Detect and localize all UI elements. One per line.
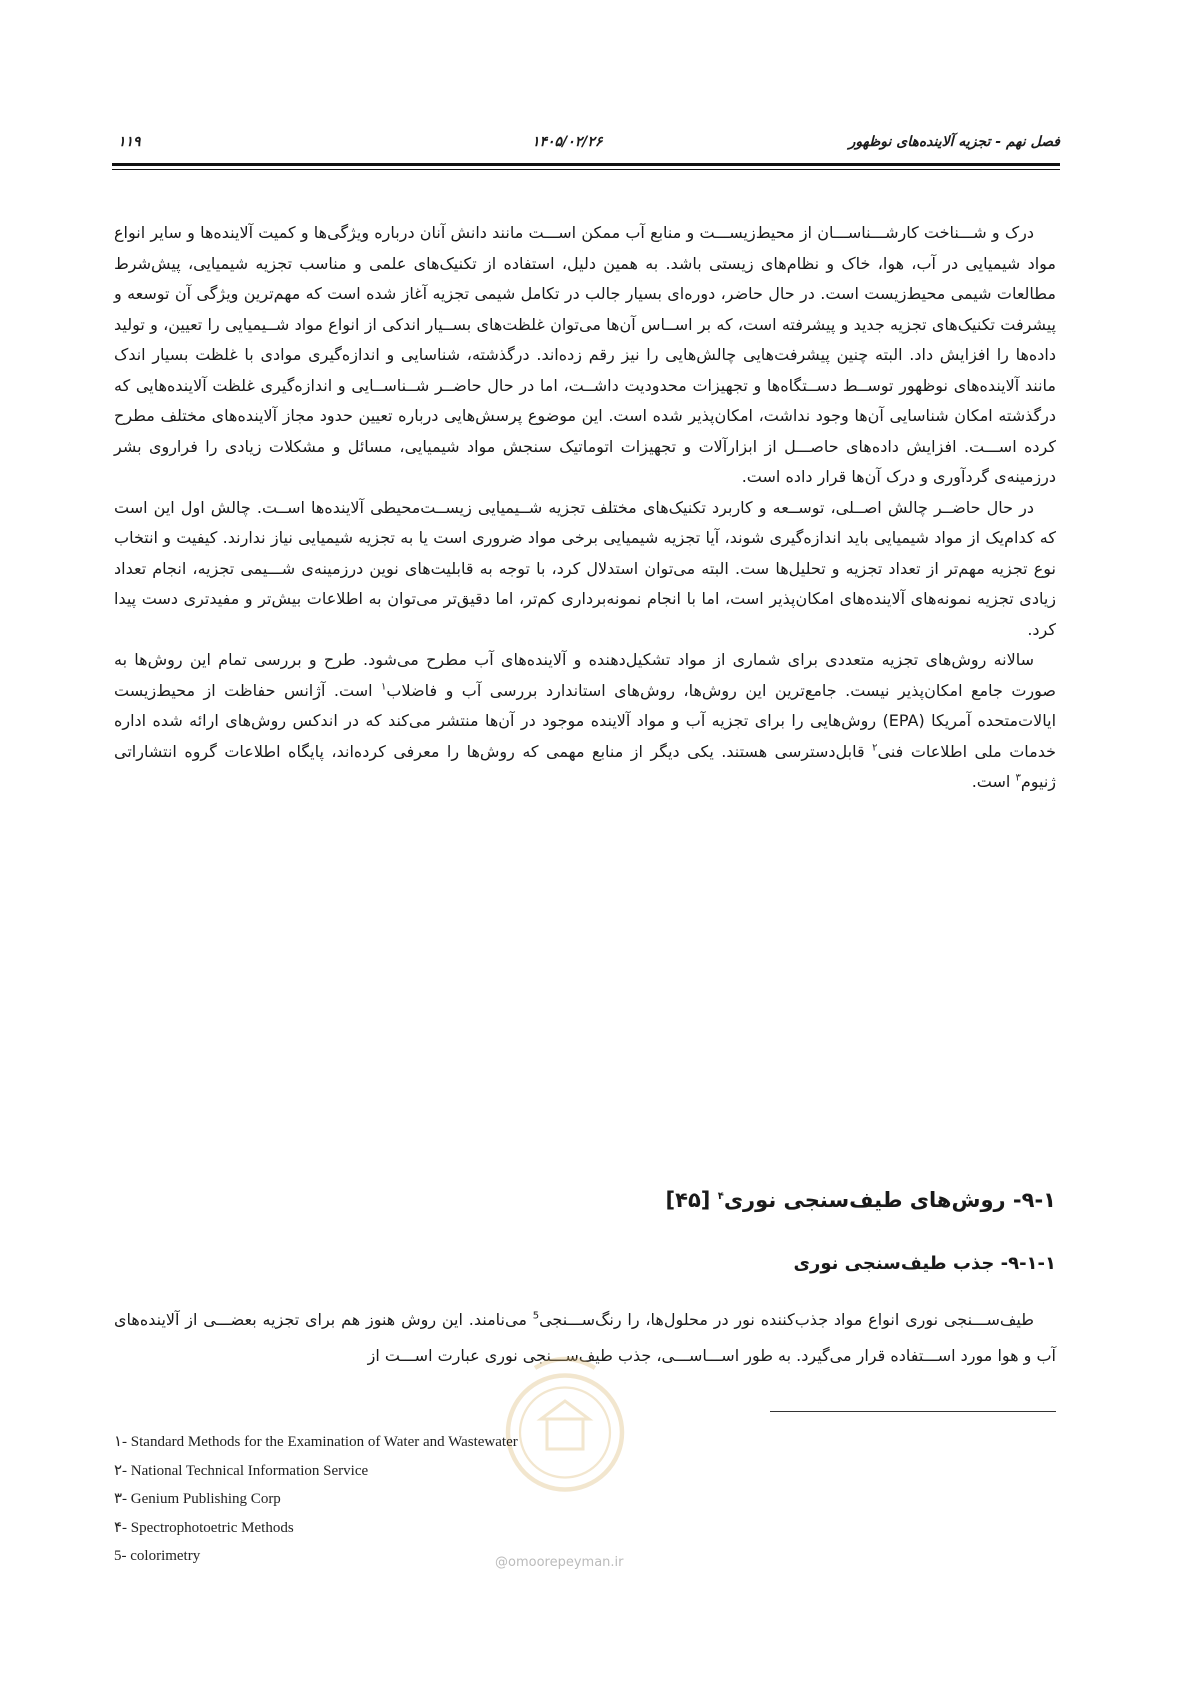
body-text bbox=[114, 218, 1056, 798]
header-rule-thick bbox=[112, 163, 1060, 166]
watermark-site: @omoorepeyman.ir bbox=[495, 1555, 624, 1570]
section-heading bbox=[666, 1188, 1056, 1212]
header-rule-thin bbox=[112, 169, 1060, 170]
footnote-3: ۳- Genium Publishing Corp bbox=[114, 1491, 281, 1507]
section-paragraph-part1: طیف‌ســـنجی نوری انواع مواد جذب‌کننده نور در محلول‌ها، را رنگ‌ســـنجی bbox=[539, 1310, 1034, 1329]
paragraph-3-part4: است. bbox=[971, 772, 1011, 791]
chapter-title: فصل نهم - تجزیه آلاینده‌های نوظهور bbox=[848, 134, 1060, 150]
page-header bbox=[112, 134, 1060, 160]
footnote-ref-3: ۳ bbox=[1015, 772, 1021, 784]
footnote-1: ۱- Standard Methods for the Examination of Water and Wastewater bbox=[114, 1434, 518, 1450]
footnote-ref-5: 5 bbox=[532, 1310, 540, 1322]
footnote-ref-2: ۲ bbox=[872, 742, 878, 754]
footnote-2: ۲- National Technical Information Service bbox=[114, 1462, 369, 1479]
section-paragraph-part2: می‌نامند. این روش هنوز هم برای تجزیه بعضـــی از آلاینده‌های آب و هوا مورد اســـتفاده قرار می‌گیرد. به طور اســـاســـی، جذب طیف‌ســـنجی نوری عبارت اســـت از bbox=[114, 1310, 1056, 1365]
paragraph-1: درک و شـــناخت کارشـــناســـان از محیط‌زیســـت و منابع آب ممکن اســـت مانند دانش آنان درباره ویژگی‌ها و کمیت آلاینده‌ها و سایر انواع مواد شیمیایی در آب، هوا، خاک و نظام‌های زیستی باشد. به همین دلیل، استفاده از تکنیک‌های علمی و مناسب تجزیه شیمیایی، پیش‌شرط مطالعات شیمی محیط‌زیست است. در حال حاضر، دوره‌ای بسیار جالب در تکامل شیمی تجزیه آغاز شده است که مهم‌ترین ویژگی آن توسعه و پیشرفت تکنیک‌های تجزیه جدید و پیشرفته است، که بر اســاس آن‌ها می‌توان غلظت‌های بســیار اندکی از انواع مواد شــیمیایی را تعیین، و تولید داده‌ها را افزایش داد. البته چنین پیشرفت‌هایی چالش‌هایی را نیز رقم زده‌اند. درگذشته، شناسایی و اندازه‌گیری موادی با غلظت بسیار اندک مانند آلاینده‌های نوظهور توســط دســتگاه‌ها و تجهیزات محدودیت داشــت، اما در حال حاضــر شــناســایی و اندازه‌گیری غلظت آلاینده‌هایی که درگذشته امکان شناسایی آن‌ها وجود نداشت، امکان‌پذیر شده است. این موضوع پرسش‌هایی درباره تعیین حدود مجاز آلاینده‌های مختلف مطرح کرده اســـت. افزایش داده‌های حاصـــل از ابزارآلات و تجهیزات اتوماتیک سنجش مواد شیمیایی، مسائل و مشکلات زیادی را فراروی بشر درزمینه‌ی گردآوری و درک آن‌ها قرار داده است. bbox=[114, 223, 1056, 486]
header-date: ۱۴۰۵/۰۲/۲۶ bbox=[532, 134, 603, 150]
footnote-ref-4: ۴ bbox=[717, 1191, 724, 1202]
paragraph-3 bbox=[114, 645, 1056, 798]
footnotes bbox=[114, 1428, 518, 1571]
footnote-5: 5- colorimetry bbox=[114, 1548, 201, 1564]
section-heading-ref: [۴۵] bbox=[665, 1188, 711, 1212]
page-number: ۱۱۹ bbox=[118, 134, 141, 150]
subsection-heading: ۹-۱-۱- جذب طیف‌سنجی نوری bbox=[793, 1253, 1056, 1274]
paragraph-3-part3: قابل‌دسترسی هستند. یکی دیگر از منابع مهمی که روش‌ها را معرفی کرده‌اند، پایگاه اطلاعات گروه انتشاراتی ژنیوم bbox=[114, 741, 1056, 791]
paragraph-3-part1: سالانه روش‌های تجزیه متعددی برای شماری از مواد تشکیل‌دهنده و آلاینده‌های آب مطرح می‌شود. طرح و بررسی تمام این روش‌ها به صورت جامع امکان‌پذیر نیست. جامع‌ترین این روش‌ها، روش‌های استاندارد بررسی آب و فاضلاب bbox=[114, 650, 1056, 700]
paragraph-3-part2: است. آژانس حفاظت از محیط‌زیست ایالات‌متحده آمریکا (EPA) روش‌هایی را برای تجزیه آب و مواد آلاینده موجود در آن‌ها منتشر می‌کند که در اندکس روش‌های ارائه شده اداره خدمات ملی اطلاعات فنی bbox=[114, 680, 1057, 761]
footnote-ref-1: ۱ bbox=[381, 681, 387, 693]
section-heading-text: ۹-۱- روش‌های طیف‌سنجی نوری bbox=[723, 1188, 1056, 1212]
paragraph-2: در حال حاضــر چالش اصــلی، توســعه و کاربرد تکنیک‌های مختلف تجزیه شــیمیایی زیســت‌محیطی آلاینده‌ها اســت. چالش اول این است که کدام‌یک از مواد شیمیایی باید اندازه‌گیری شوند، آیا تجزیه شیمیایی برخی مواد ضروری است یا به تجزیه شیمیایی نیاز ندارند. کیفیت و انتخاب نوع تجزیه مهم‌تر از تعداد تجزیه و تحلیل‌ها ست. البته می‌توان استدلال کرد، با توجه به قابلیت‌های نوین درزمینه‌ی شـــیمی تجزیه، انجام تعداد زیادی تجزیه نمونه‌های آلاینده‌های امکان‌پذیر است، اما با انجام نمونه‌برداری کم‌تر، اما دقیق‌تر می‌توان به اطلاعات بیش‌تر و مفیدتری دست پیدا کرد. bbox=[114, 497, 1056, 639]
footnote-rule bbox=[770, 1411, 1056, 1412]
footnote-4: ۴- Spectrophotoetric Methods bbox=[114, 1519, 294, 1536]
